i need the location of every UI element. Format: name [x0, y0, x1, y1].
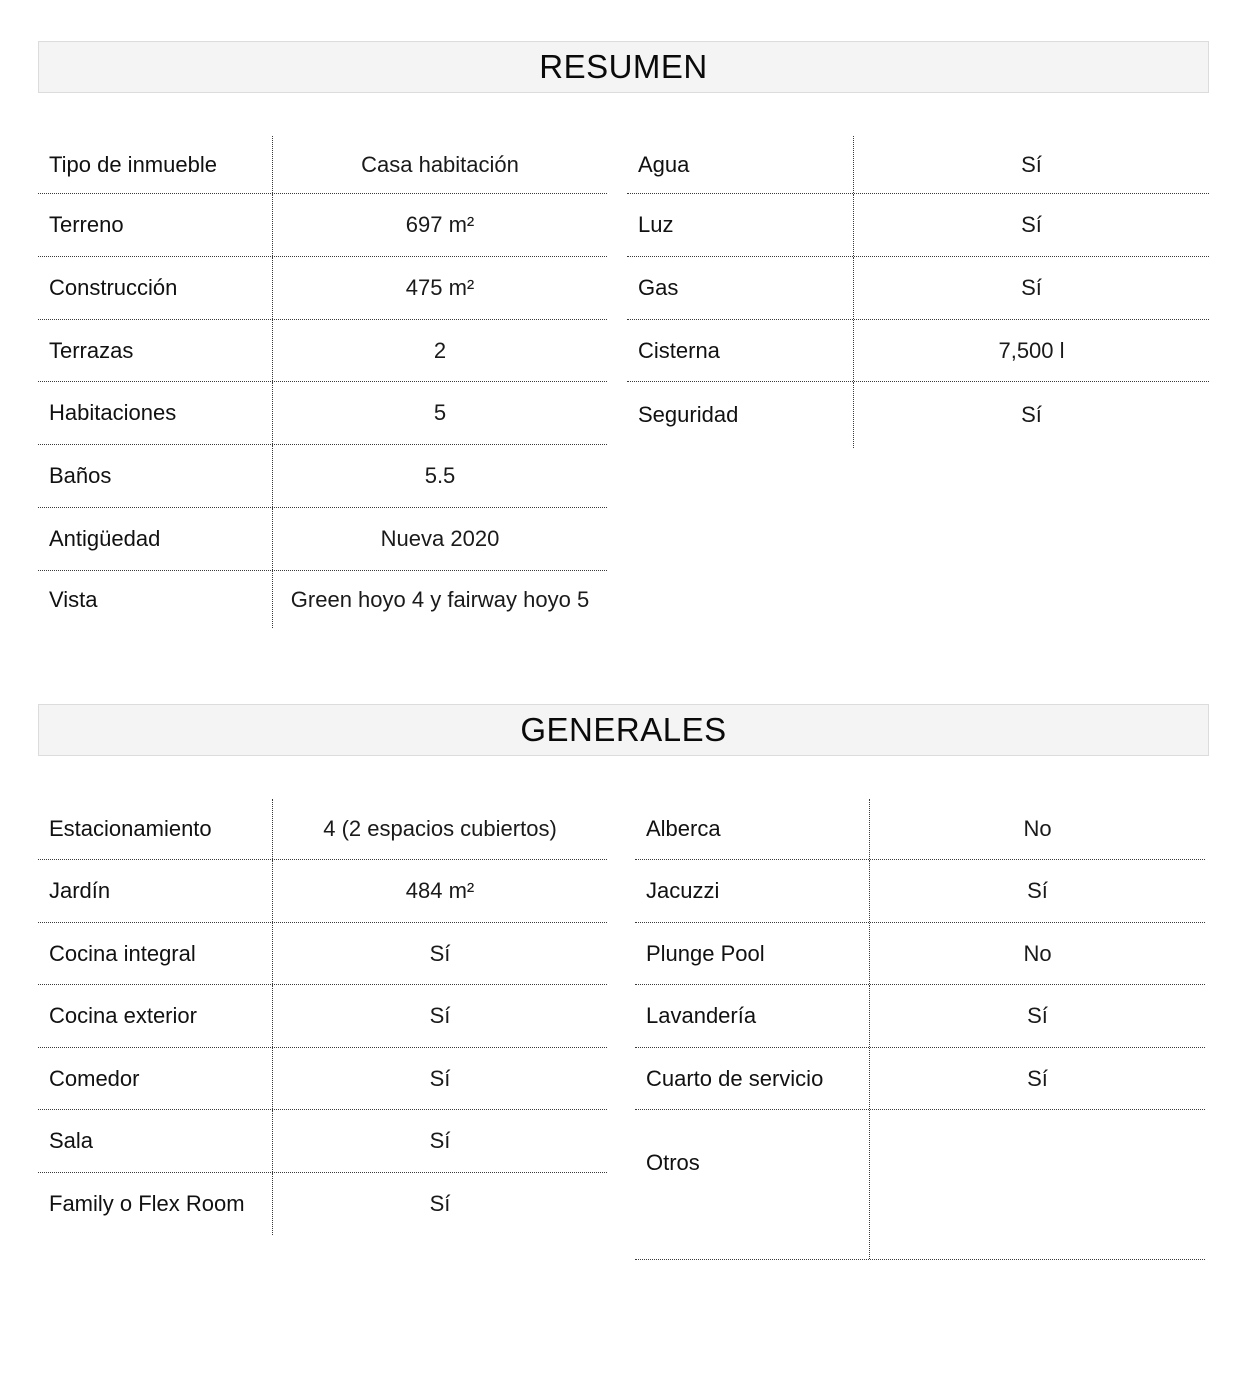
row-value: 2 [272, 320, 607, 381]
table-row [635, 799, 1205, 860]
row-label: Vista [49, 586, 98, 612]
table-row [38, 1173, 607, 1235]
row-label: Lavandería [646, 1003, 757, 1028]
row-label: Jacuzzi [646, 878, 720, 903]
row-label: Luz [638, 212, 674, 237]
row-label: Jardín [49, 878, 111, 903]
row-value: 475 m² [272, 257, 607, 319]
table-row [635, 1110, 1205, 1260]
row-value: No [869, 799, 1205, 859]
resumen-left-table [38, 136, 607, 628]
row-value: 4 (2 espacios cubiertos) [272, 799, 607, 859]
row-label: Alberca [646, 816, 721, 841]
row-label: Habitaciones [49, 400, 177, 425]
row-value: 484 m² [272, 860, 607, 922]
generales-left-table [38, 799, 607, 1235]
table-row [38, 799, 607, 860]
table-row [635, 985, 1205, 1048]
table-row [38, 508, 607, 571]
row-label: Terrazas [49, 337, 134, 363]
row-label: Estacionamiento [49, 816, 212, 841]
resumen-right-table [627, 136, 1209, 448]
generales-right-table [635, 799, 1205, 1260]
table-row [38, 257, 607, 320]
table-row [38, 320, 607, 382]
row-label: Baños [49, 463, 112, 488]
row-value: Green hoyo 4 y fairway hoyo 5 [272, 571, 607, 628]
row-label: Seguridad [638, 402, 739, 427]
row-value: Nueva 2020 [272, 508, 607, 570]
row-value: Casa habitación [272, 136, 607, 193]
table-row [38, 382, 607, 445]
row-label: Cocina exterior [49, 1003, 197, 1028]
row-label: Comedor [49, 1065, 140, 1091]
table-row [38, 1110, 607, 1173]
row-value: Sí [869, 985, 1205, 1047]
row-label: Otros [646, 1150, 700, 1175]
row-value: Sí [272, 1048, 607, 1109]
table-row [627, 194, 1209, 257]
table-row [627, 320, 1209, 382]
table-row [635, 1048, 1205, 1110]
generales-header [38, 704, 1209, 756]
row-label: Gas [638, 275, 679, 300]
resumen-header [38, 41, 1209, 93]
table-row [38, 136, 607, 194]
table-row [38, 445, 607, 508]
row-value: Sí [272, 923, 607, 984]
row-label: Construcción [49, 275, 178, 300]
row-label: Antigüedad [49, 526, 161, 551]
table-row [38, 923, 607, 985]
row-value: Sí [853, 136, 1209, 193]
row-value: Sí [853, 194, 1209, 256]
resumen-title: RESUMEN [539, 48, 708, 85]
row-value: 7,500 l [853, 320, 1209, 381]
row-value: Sí [272, 985, 607, 1047]
row-label: Family o Flex Room [49, 1191, 245, 1216]
row-label: Cisterna [638, 337, 720, 363]
row-value: Sí [853, 382, 1209, 448]
table-row [38, 194, 607, 257]
generales-title: GENERALES [520, 711, 727, 748]
row-label: Plunge Pool [646, 940, 765, 966]
row-label: Cuarto de servicio [646, 1065, 824, 1091]
row-value: Sí [853, 257, 1209, 319]
row-value: 5 [272, 382, 607, 444]
table-row [38, 860, 607, 923]
table-row [38, 571, 607, 628]
row-value: 697 m² [272, 194, 607, 256]
row-value: No [869, 923, 1205, 984]
table-row [627, 136, 1209, 194]
row-value: Sí [869, 860, 1205, 922]
row-label: Agua [638, 151, 690, 177]
table-row [38, 1048, 607, 1110]
row-value: Sí [272, 1110, 607, 1172]
table-row [38, 985, 607, 1048]
table-row [635, 923, 1205, 985]
row-label: Cocina integral [49, 940, 196, 966]
row-value [869, 1110, 1205, 1259]
table-row [635, 860, 1205, 923]
row-value: Sí [272, 1173, 607, 1235]
row-value: Sí [869, 1048, 1205, 1109]
row-label: Tipo de inmueble [49, 151, 217, 177]
row-label: Sala [49, 1128, 94, 1153]
table-row [627, 382, 1209, 448]
table-row [627, 257, 1209, 320]
row-label: Terreno [49, 212, 124, 237]
row-value: 5.5 [272, 445, 607, 507]
